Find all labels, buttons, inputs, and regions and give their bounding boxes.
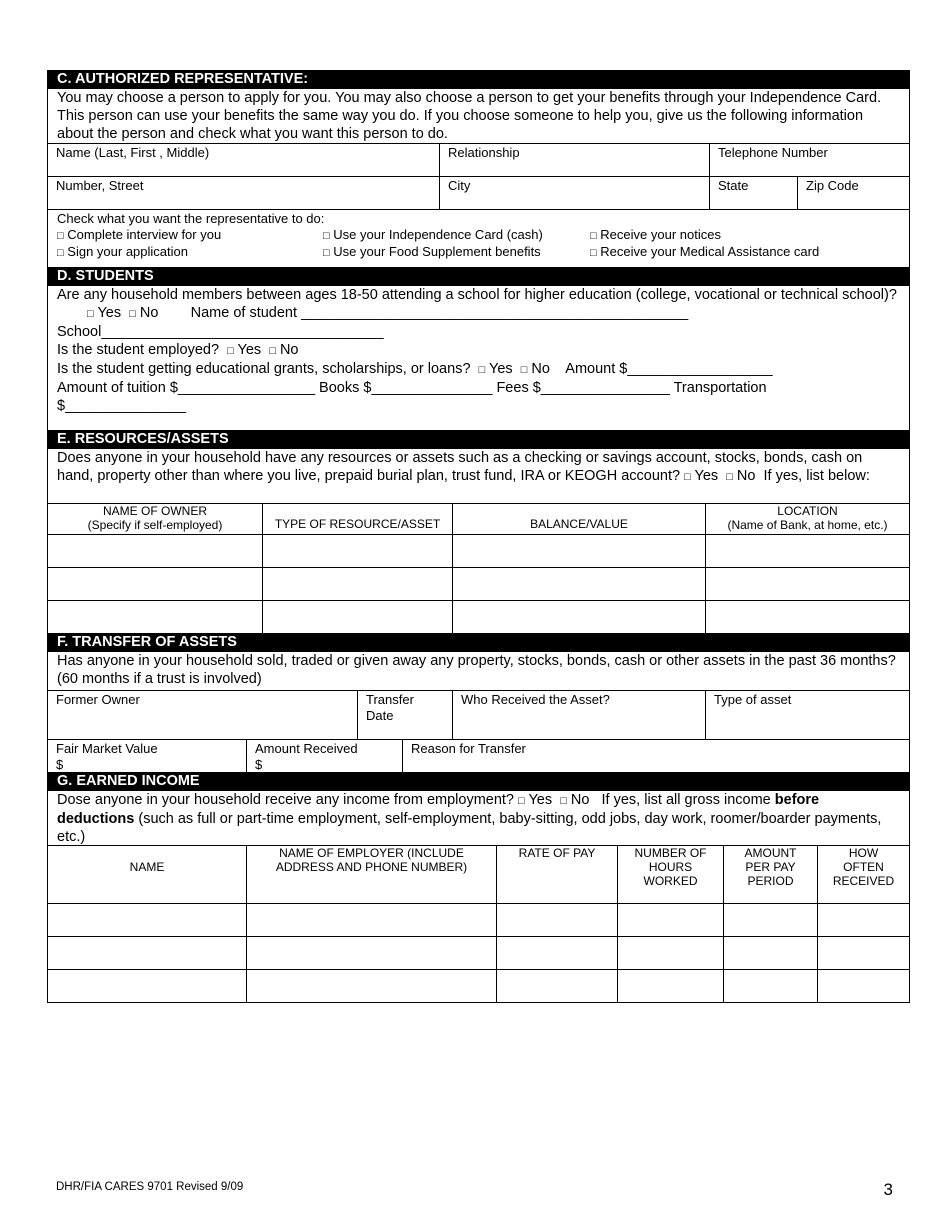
option-receive-notices[interactable]: □ Receive your notices xyxy=(590,227,721,242)
fees-blank[interactable]: ________________ xyxy=(540,380,670,396)
checkbox[interactable]: □ xyxy=(87,308,94,320)
table-cell[interactable] xyxy=(48,535,262,567)
col-employer: NAME OF EMPLOYER (INCLUDE ADDRESS AND PHONE NUMBER) xyxy=(246,846,496,903)
table-cell[interactable] xyxy=(48,970,246,1002)
table-cell[interactable] xyxy=(48,568,262,600)
table-cell[interactable] xyxy=(496,970,617,1002)
table-cell[interactable] xyxy=(246,904,496,936)
grant-amount-blank[interactable]: __________________ xyxy=(627,361,773,377)
rep-options-row xyxy=(48,209,909,267)
rep-check-prompt: Check what you want the representative to do: xyxy=(57,211,325,226)
reason-for-transfer-field[interactable]: Reason for Transfer xyxy=(402,740,909,772)
table-cell[interactable] xyxy=(262,601,452,633)
who-received-field[interactable]: Who Received the Asset? xyxy=(452,691,705,739)
fair-market-value-field[interactable]: Fair Market Value $ xyxy=(56,741,158,772)
section-c-intro: You may choose a person to apply for you. You may also choose a person to get your benefits through your Independence Card. This person can use your benefits the same way you do. If you choose someone to help you, give us the following information about the person and check what you want this person to do. xyxy=(57,90,882,142)
table-row xyxy=(48,567,909,600)
table-cell[interactable] xyxy=(246,970,496,1002)
table-cell[interactable] xyxy=(496,904,617,936)
table-row xyxy=(48,600,909,633)
checkbox[interactable]: □ xyxy=(129,308,136,320)
application-form-page xyxy=(47,70,910,1003)
section-g-header: G. EARNED INCOME xyxy=(48,772,909,791)
table-row xyxy=(48,969,909,1003)
page-number: 3 xyxy=(883,1180,893,1199)
section-d-body xyxy=(48,286,909,430)
resources-question: Does anyone in your household have any resources or assets such as a checking or savings account, stocks, bonds, cash on hand, property other than where you live, prepaid burial plan, trust fund, IRA or KEOGH account? □ Yes □ No If yes, list below: xyxy=(57,450,870,484)
checkbox[interactable]: □ xyxy=(726,471,733,483)
tuition-blank[interactable]: _________________ xyxy=(177,380,316,396)
rep-zip-field[interactable] xyxy=(797,177,909,209)
table-cell[interactable] xyxy=(723,904,817,936)
table-cell[interactable] xyxy=(48,904,246,936)
table-cell[interactable] xyxy=(452,601,705,633)
rep-address-row xyxy=(48,176,909,209)
col-balance: BALANCE/VALUE xyxy=(452,504,705,534)
checkbox[interactable]: □ xyxy=(590,247,597,259)
transfer-row-2 xyxy=(48,739,909,772)
former-owner-field[interactable]: Former Owner xyxy=(56,692,140,707)
table-cell[interactable] xyxy=(48,601,262,633)
rep-zip-label: Zip Code xyxy=(806,178,859,193)
col-location: LOCATION (Name of Bank, at home, etc.) xyxy=(705,504,909,534)
table-cell[interactable] xyxy=(705,535,909,567)
table-cell[interactable] xyxy=(617,970,723,1002)
table-row xyxy=(48,903,909,936)
rep-street-label: Number, Street xyxy=(56,178,144,193)
checkbox[interactable]: □ xyxy=(560,795,567,807)
student-name-blank[interactable]: ________________________________________________ xyxy=(301,305,689,321)
table-cell[interactable] xyxy=(262,568,452,600)
books-blank[interactable]: _______________ xyxy=(371,380,493,396)
rep-phone-label: Telephone Number xyxy=(718,145,828,160)
option-food-supplement[interactable]: □ Use your Food Supplement benefits xyxy=(323,244,541,259)
table-cell[interactable] xyxy=(817,904,909,936)
income-table-header xyxy=(48,845,909,903)
rep-city-label: City xyxy=(448,178,471,193)
form-id-footer: DHR/FIA CARES 9701 Revised 9/09 xyxy=(56,1181,244,1193)
rep-street-field[interactable] xyxy=(48,177,439,209)
checkbox[interactable]: □ xyxy=(323,247,330,259)
table-cell[interactable] xyxy=(705,601,909,633)
school-line: School___________________________________ xyxy=(57,324,384,340)
rep-name-row xyxy=(48,143,909,176)
tuition-line: Amount of tuition $_________________ Books $_______________ Fees $________________ Transportation xyxy=(57,380,767,396)
table-cell[interactable] xyxy=(723,937,817,969)
rep-relationship-label: Relationship xyxy=(448,145,520,160)
school-blank[interactable]: ___________________________________ xyxy=(101,324,384,340)
rep-options-line-2 xyxy=(57,244,900,261)
amount-received-field[interactable]: Amount Received $ xyxy=(246,740,402,772)
table-cell[interactable] xyxy=(246,937,496,969)
checkbox[interactable]: □ xyxy=(323,230,330,242)
student-name-line: □ Yes □ No Name of student ________________________________________________ xyxy=(87,305,689,321)
table-row xyxy=(48,534,909,567)
option-sign-application[interactable]: □ Sign your application xyxy=(57,244,188,259)
checkbox[interactable]: □ xyxy=(478,364,486,376)
rep-phone-field[interactable] xyxy=(709,144,909,176)
checkbox[interactable]: □ xyxy=(57,247,64,259)
table-cell[interactable] xyxy=(817,937,909,969)
col-rate-of-pay: RATE OF PAY xyxy=(496,846,617,903)
checkbox[interactable]: □ xyxy=(57,230,64,242)
section-f-header: F. TRANSFER OF ASSETS xyxy=(48,633,909,652)
option-medical-card[interactable]: □ Receive your Medical Assistance card xyxy=(590,244,820,259)
table-cell[interactable] xyxy=(452,535,705,567)
col-name: NAME xyxy=(129,860,165,874)
section-d-header: D. STUDENTS xyxy=(48,267,909,286)
rep-options-line-1 xyxy=(57,227,900,244)
checkbox[interactable]: □ xyxy=(518,795,525,807)
earned-income-question: Dose anyone in your household receive any income from employment? □ Yes □ No If yes, list all gross income before deductions (such as full or part-time employment, self-employment, baby-sitting, odd jobs, day work, roomer/boarder payments, etc.) xyxy=(57,792,882,845)
rep-city-field[interactable] xyxy=(439,177,709,209)
col-resource-type: TYPE OF RESOURCE/ASSET xyxy=(262,504,452,534)
section-e-header: E. RESOURCES/ASSETS xyxy=(48,430,909,449)
transport-blank[interactable]: $_______________ xyxy=(57,398,187,414)
col-owner: NAME OF OWNER (Specify if self-employed) xyxy=(87,504,223,532)
checkbox[interactable]: □ xyxy=(227,345,234,357)
transfer-row-1 xyxy=(48,690,909,739)
col-hours-worked: NUMBER OF HOURS WORKED xyxy=(617,846,723,903)
table-cell[interactable] xyxy=(723,970,817,1002)
rep-name-field[interactable] xyxy=(48,144,439,176)
resources-table-header xyxy=(48,503,909,534)
table-cell[interactable] xyxy=(617,904,723,936)
section-c-header: C. AUTHORIZED REPRESENTATIVE: xyxy=(48,70,909,89)
table-row xyxy=(48,936,909,969)
students-question: Are any household members between ages 18-50 attending a school for higher education (college, vocational or technical school)? xyxy=(57,287,897,303)
checkbox[interactable]: □ xyxy=(684,471,691,483)
option-use-card-cash[interactable]: □ Use your Independence Card (cash) xyxy=(323,227,543,242)
table-cell[interactable] xyxy=(452,568,705,600)
checkbox[interactable]: □ xyxy=(269,345,276,357)
table-cell[interactable] xyxy=(817,970,909,1002)
col-how-often: HOW OFTEN RECEIVED xyxy=(817,846,909,903)
table-cell[interactable] xyxy=(496,937,617,969)
col-amount-per-period: AMOUNT PER PAY PERIOD xyxy=(723,846,817,903)
rep-state-label: State xyxy=(718,178,749,193)
rep-state-field[interactable] xyxy=(709,177,797,209)
type-of-asset-field[interactable]: Type of asset xyxy=(705,691,909,739)
checkbox[interactable]: □ xyxy=(590,230,597,242)
table-cell[interactable] xyxy=(705,568,909,600)
transfer-question: Has anyone in your household sold, traded or given away any property, stocks, bonds, cash or other assets in the past 36 months? (60 months if a trust is involved) xyxy=(57,653,896,687)
employed-line: Is the student employed? □ Yes □ No xyxy=(57,342,299,358)
table-cell[interactable] xyxy=(262,535,452,567)
rep-name-label: Name (Last, First , Middle) xyxy=(56,145,210,160)
transfer-date-field[interactable]: Transfer Date xyxy=(357,691,452,739)
option-complete-interview[interactable]: □ Complete interview for you xyxy=(57,227,222,242)
rep-relationship-field[interactable] xyxy=(439,144,709,176)
checkbox[interactable]: □ xyxy=(520,364,528,376)
table-cell[interactable] xyxy=(48,937,246,969)
table-cell[interactable] xyxy=(617,937,723,969)
grants-line: Is the student getting educational grants, scholarships, or loans? □ Yes □ No Amount $__________________ xyxy=(57,361,773,377)
